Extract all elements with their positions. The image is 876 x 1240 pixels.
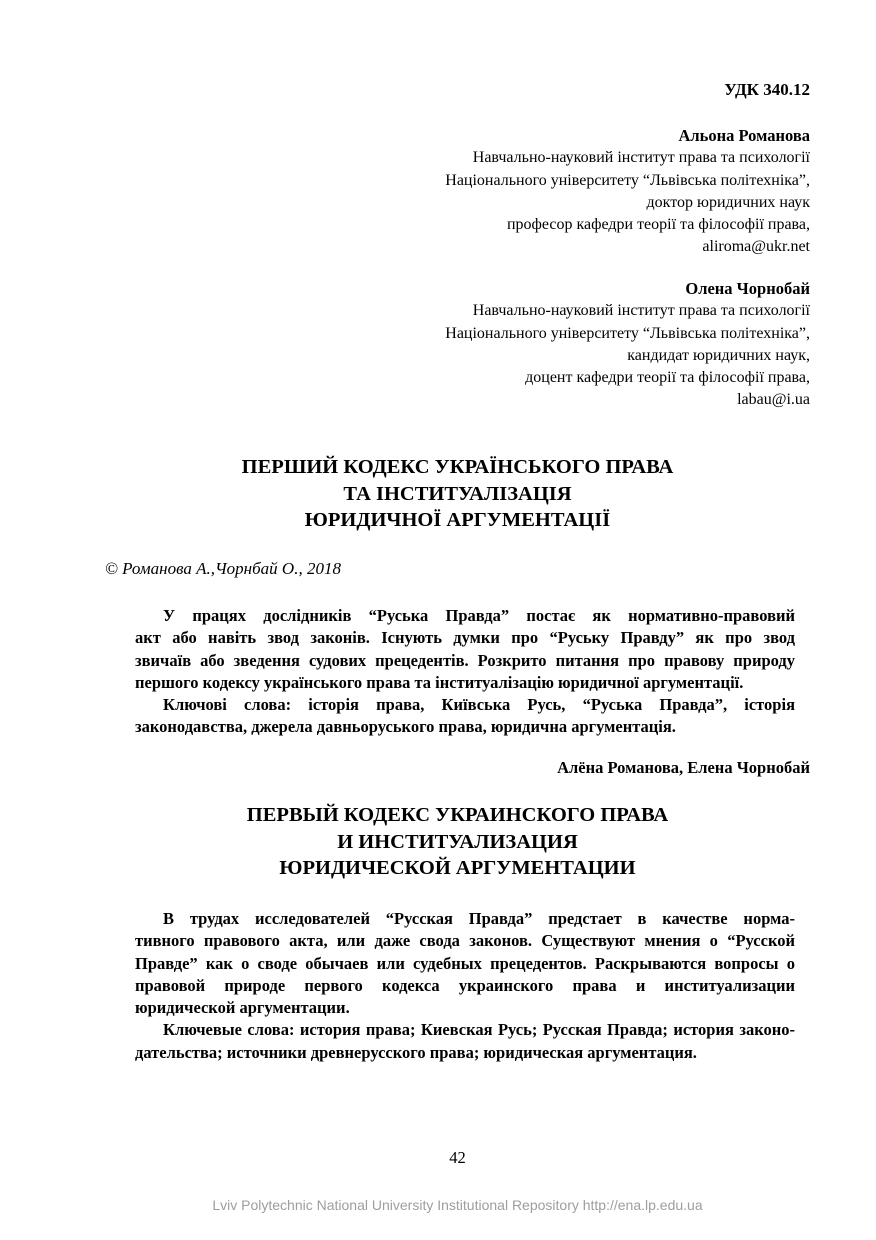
author-email: aliroma@ukr.net	[702, 238, 810, 256]
title-line: И ИНСТИТУАЛИЗАЦИЯ	[337, 830, 578, 853]
repository-footer: Lviv Polytechnic National University Institutional Repository http://ena.lp.edu.ua	[212, 1197, 703, 1213]
abstract-line: У працях дослідників “Руська Правда” постає як нормативно-правовий	[163, 606, 795, 625]
author-degree-line: кандидат юридичних наук,	[627, 346, 810, 364]
author-email: labau@i.ua	[737, 391, 810, 409]
author-affiliation-line: Національного університету “Львівська політехніка”,	[445, 324, 810, 342]
author-affiliation-line: Національного університету “Львівська політехніка”,	[445, 171, 810, 189]
author-block-uk-1	[105, 125, 810, 259]
page-number: 42	[449, 1148, 466, 1167]
article-title-ru	[105, 802, 810, 882]
keywords-line: дательства; источники древнерусского права; юридическая аргументация.	[135, 1042, 697, 1062]
author-name: Альона Романова	[678, 126, 810, 145]
author-name: Олена Чорнобай	[685, 279, 810, 298]
keywords-line: Ключові слова: історія права, Київська Русь, “Руська Правда”, історія	[163, 695, 795, 715]
keywords-line: Ключевые слова: история права; Киевская Русь; Русская Правда; история законо-	[163, 1020, 795, 1040]
title-line: ЮРИДИЧЕСКОЙ АРГУМЕНТАЦИИ	[279, 857, 636, 879]
abstract-uk	[135, 605, 795, 739]
title-line: ПЕРШИЙ КОДЕКС УКРАЇНСЬКОГО ПРАВА	[241, 456, 674, 478]
author-position-line: професор кафедри теорії та філософії права,	[506, 216, 810, 234]
author-affiliation-line: Навчально-науковий інститут права та психології	[472, 302, 810, 320]
abstract-line: акт або навіть звод законів. Існують думки про “Руську Правду” як про звод	[135, 628, 795, 648]
udc-code: УДК 340.12	[724, 80, 810, 99]
title-line: ТА ІНСТИТУАЛІЗАЦІЯ	[343, 482, 572, 505]
abstract-ru	[135, 908, 795, 1064]
title-line: ПЕРВЫЙ КОДЕКС УКРАИНСКОГО ПРАВА	[246, 804, 669, 826]
abstract-line: правовой природе первого кодекса украинского права и институализации	[135, 975, 795, 995]
abstract-line: Правде” как о своде обычаев или судебных прецедентов. Раскрываются вопросы о	[135, 953, 795, 973]
abstract-line: В трудах исследователей “Русская Правда” предстает в качестве норма-	[163, 909, 795, 928]
abstract-line: юридической аргументации.	[135, 998, 350, 1018]
author-block-uk-2	[105, 278, 810, 412]
abstract-line: звичаїв або зведення судових прецедентів. Розкрито питання про правову природу	[135, 650, 795, 670]
keywords-line: законодавства, джерела давньоруського права, юридична аргументація.	[135, 717, 676, 737]
authors-ru-line: Алёна Романова, Елена Чорнобай	[557, 758, 810, 777]
title-line: ЮРИДИЧНОЇ АРГУМЕНТАЦІЇ	[304, 509, 611, 531]
author-position-line: доцент кафедри теорії та філософії права,	[525, 369, 810, 387]
article-title-uk	[105, 454, 810, 534]
copyright-line: © Романова А.,Чорнбай О., 2018	[105, 559, 341, 578]
abstract-line: тивного правового акта, или даже свода законов. Существуют мнения о “Русской	[135, 931, 795, 951]
author-degree-line: доктор юридичних наук	[646, 193, 810, 211]
author-affiliation-line: Навчально-науковий інститут права та психології	[472, 149, 810, 167]
abstract-line: першого кодексу українського права та інституалізацію юридичної аргументації.	[135, 672, 744, 692]
